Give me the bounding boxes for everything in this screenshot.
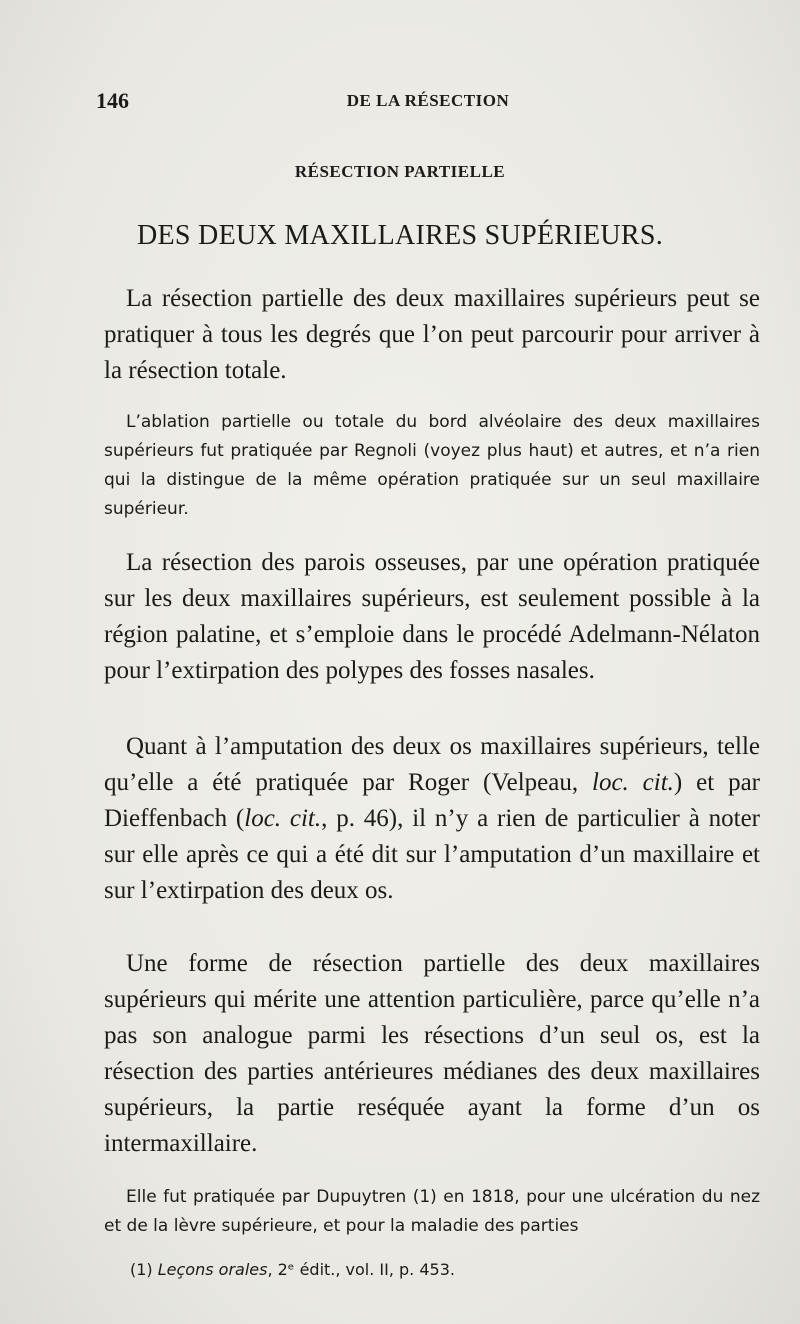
paragraph-4-text: ) et par Dieffenbach ( bbox=[104, 769, 760, 832]
paragraph-3: La résection des parois osseuses, par une opération pratiquée sur les deux maxillaires supérieurs, est seulement possible à la région palatine, et s’emploie dans le procédé Adelmann-Nélaton pour l’extirpation des polypes des fosses nasales. bbox=[104, 549, 760, 684]
paragraph-4-text: , p. 46), il n’y a rien de particulier à noter sur elle après ce qui a été dit sur l’amputation d’un maxillaire et sur l’extirpation des deux os. bbox=[104, 805, 760, 904]
running-head: DE LA RÉSECTION bbox=[346, 91, 510, 110]
paragraph-1: La résection partielle des deux maxillaires supérieurs peut se pratiquer à tous les degrés que l’on peut parcourir pour arriver à la résection totale. bbox=[104, 285, 760, 384]
paragraph-6: Elle fut pratiquée par Dupuytren (1) en 1818, pour une ulcération du nez et de la lèvre supérieure, et pour la maladie des parties bbox=[104, 1187, 760, 1236]
footnote-reference: , 2ᵉ édit., vol. II, p. 453. bbox=[267, 1260, 455, 1279]
footnote-marker: (1) bbox=[130, 1260, 158, 1279]
paragraph-4-text: Quant à l’amputation des deux os maxillaires supérieurs, telle qu’elle a été pratiquée par Roger (Velpeau, bbox=[104, 733, 760, 796]
paragraph-5: Une forme de résection partielle des deux maxillaires supérieurs qui mérite une attention particulière, parce qu’elle n’a pas son analogue parmi les résections d’un seul os, est la résection des parties antérieures médianes des deux maxillaires supérieurs, la partie reséquée ayant la forme d’un os intermaxillaire. bbox=[104, 950, 760, 1157]
paragraph-4 bbox=[104, 729, 760, 909]
footnote-work-title: Leçons orales bbox=[157, 1260, 268, 1279]
citation-loc-cit: loc. cit. bbox=[592, 769, 674, 796]
section-title: DES DEUX MAXILLAIRES SUPÉRIEURS. bbox=[136, 220, 664, 251]
paragraph-2: L’ablation partielle ou totale du bord alvéolaire des deux maxillaires supérieurs fut pratiquée par Regnoli (voyez plus haut) et autres, et n’a rien qui la distingue de la même opération pratiquée sur un seul maxillaire supérieur. bbox=[104, 412, 760, 519]
page-number: 146 bbox=[96, 88, 129, 113]
footnote bbox=[130, 1260, 455, 1279]
citation-loc-cit: loc. cit. bbox=[244, 805, 322, 832]
page-header bbox=[96, 88, 760, 118]
section-kicker: RÉSECTION PARTIELLE bbox=[294, 162, 506, 181]
